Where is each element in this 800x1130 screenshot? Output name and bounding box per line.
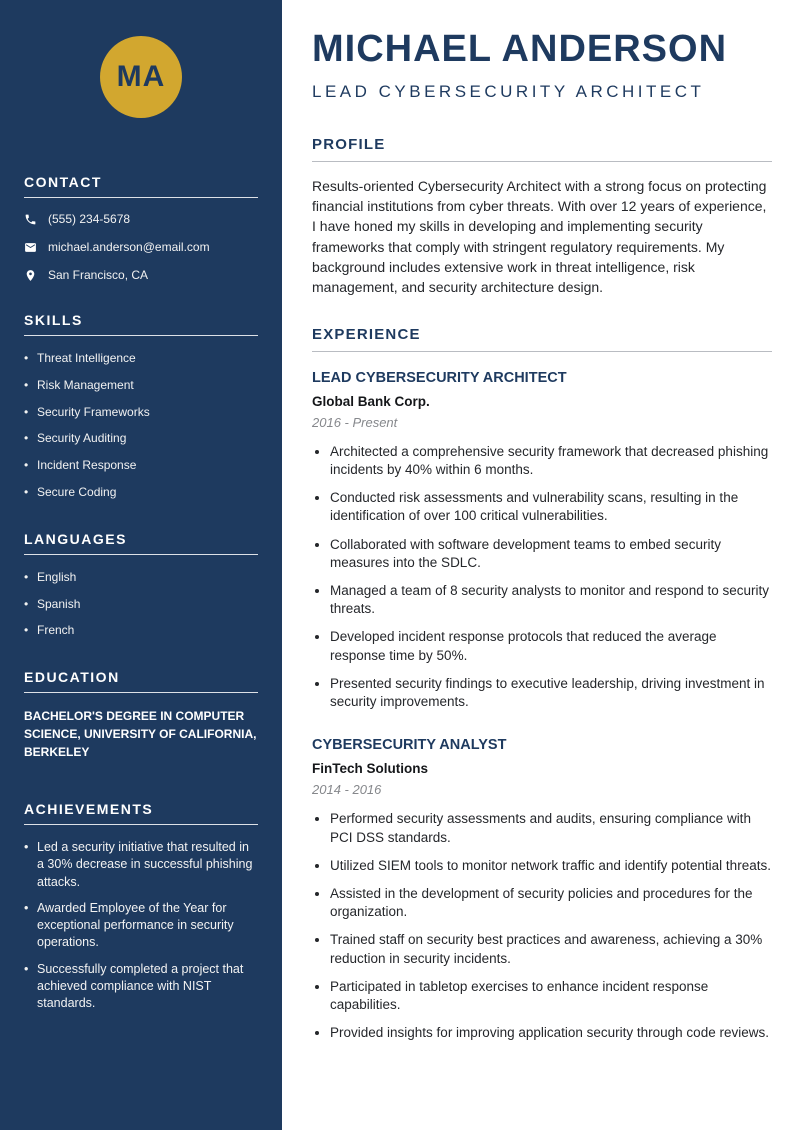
skill-item: • Risk Management bbox=[24, 377, 258, 394]
job-title: CYBERSECURITY ANALYST bbox=[312, 737, 507, 754]
job-bullet: • Developed incident response protocols that reduced the average response time by 50%. bbox=[330, 628, 772, 664]
skills-title: SKILLS bbox=[24, 312, 83, 328]
language-item: • French bbox=[24, 622, 258, 639]
job-bullets bbox=[312, 443, 772, 712]
avatar bbox=[100, 36, 182, 118]
language-item: • English bbox=[24, 569, 258, 586]
job-bullet: • Participated in tabletop exercises to enhance incident response capabilities. bbox=[330, 978, 772, 1014]
experience-section bbox=[312, 326, 772, 1043]
job-title: LEAD CYBERSECURITY ARCHITECT bbox=[312, 369, 567, 386]
contact-location-text: San Francisco, CA bbox=[48, 268, 149, 282]
education-divider bbox=[24, 692, 258, 693]
profile-title: PROFILE bbox=[312, 135, 386, 153]
achievement-item: • Awarded Employee of the Year for exceptional performance in security operations. bbox=[24, 900, 258, 952]
education-degree: BACHELOR'S DEGREE IN COMPUTER SCIENCE, UNIVERSITY OF CALIFORNIA, BERKELEY bbox=[24, 709, 257, 760]
email-icon bbox=[24, 241, 37, 254]
location-icon bbox=[24, 269, 37, 282]
contact-title: CONTACT bbox=[24, 174, 102, 190]
contact-email-text: michael.anderson@email.com bbox=[48, 240, 210, 254]
candidate-name: MICHAEL ANDERSON bbox=[312, 28, 728, 70]
job-bullet: • Performed security assessments and audits, ensuring compliance with PCI DSS standards. bbox=[330, 810, 772, 846]
job-bullet: • Architected a comprehensive security framework that decreased phishing incidents by 40% within 6 months. bbox=[330, 443, 772, 479]
phone-icon bbox=[24, 213, 37, 226]
profile-divider bbox=[312, 161, 772, 162]
job-bullet: • Assisted in the development of security policies and procedures for the organization. bbox=[330, 885, 772, 921]
job-company: FinTech Solutions bbox=[312, 761, 428, 777]
languages-title: LANGUAGES bbox=[24, 530, 127, 547]
job-bullet: • Utilized SIEM tools to monitor network traffic and identify potential threats. bbox=[330, 857, 772, 875]
skills-divider bbox=[24, 335, 258, 336]
skill-item: • Incident Response bbox=[24, 457, 258, 474]
job-bullet: • Provided insights for improving application security through code reviews. bbox=[330, 1024, 772, 1042]
job-bullet: • Trained staff on security best practices and awareness, achieving a 30% reduction in security incidents. bbox=[330, 931, 772, 967]
language-item: • Spanish bbox=[24, 596, 258, 613]
skill-item: • Security Frameworks bbox=[24, 404, 258, 421]
contact-item-phone bbox=[24, 212, 258, 226]
languages-divider bbox=[24, 554, 258, 555]
contact-item-email bbox=[24, 240, 258, 254]
experience-divider bbox=[312, 351, 772, 352]
achievements-title: ACHIEVEMENTS bbox=[24, 801, 154, 818]
achievement-item: • Successfully completed a project that achieved compliance with NIST standards. bbox=[24, 961, 258, 1013]
skill-item: • Threat Intelligence bbox=[24, 350, 258, 367]
languages-list bbox=[24, 569, 258, 639]
job-entry bbox=[312, 370, 772, 712]
profile-text: Results-oriented Cybersecurity Architect with a strong focus on protecting financial institutions from cyber threats. With over 12 years of experience, I have honed my skills in developing and implementing security frameworks that comply with stringent regulatory requirements. My background includes extensive work in threat intelligence, risk management, and security architecture design. bbox=[312, 177, 767, 296]
job-bullet: • Managed a team of 8 security analysts to monitor and respond to security threats. bbox=[330, 582, 772, 618]
contact-section bbox=[24, 174, 258, 282]
job-entry bbox=[312, 737, 772, 1042]
skill-item: • Secure Coding bbox=[24, 484, 258, 501]
main-content bbox=[282, 0, 800, 1130]
job-bullet: • Conducted risk assessments and vulnerability scans, resulting in the identification of over 100 critical vulnerabilities. bbox=[330, 489, 772, 525]
contact-divider bbox=[24, 197, 258, 198]
job-company: Global Bank Corp. bbox=[312, 393, 430, 409]
achievement-item: • Led a security initiative that resulted in a 30% decrease in successful phishing attacks. bbox=[24, 839, 258, 891]
job-bullet: • Collaborated with software development teams to embed security measures into the SDLC. bbox=[330, 536, 772, 572]
contact-item-location bbox=[24, 268, 258, 282]
achievements-list bbox=[24, 839, 258, 1012]
skills-section bbox=[24, 312, 258, 501]
education-title: EDUCATION bbox=[24, 669, 120, 686]
job-bullets bbox=[312, 810, 772, 1042]
achievements-section bbox=[24, 801, 258, 1012]
languages-section bbox=[24, 531, 258, 639]
avatar-initials: MA bbox=[116, 60, 166, 93]
experience-title: EXPERIENCE bbox=[312, 325, 421, 343]
job-dates: 2016 - Present bbox=[312, 414, 398, 430]
sidebar bbox=[0, 0, 282, 1130]
skills-list bbox=[24, 350, 258, 501]
skill-item: • Security Auditing bbox=[24, 430, 258, 447]
profile-section bbox=[312, 136, 772, 298]
education-section bbox=[24, 669, 258, 761]
achievements-divider bbox=[24, 824, 258, 825]
job-bullet: • Presented security findings to executive leadership, driving investment in security improvements. bbox=[330, 675, 772, 711]
contact-phone-text: (555) 234-5678 bbox=[48, 212, 131, 226]
candidate-role: LEAD CYBERSECURITY ARCHITECT bbox=[312, 81, 705, 101]
job-dates: 2014 - 2016 bbox=[312, 782, 382, 798]
